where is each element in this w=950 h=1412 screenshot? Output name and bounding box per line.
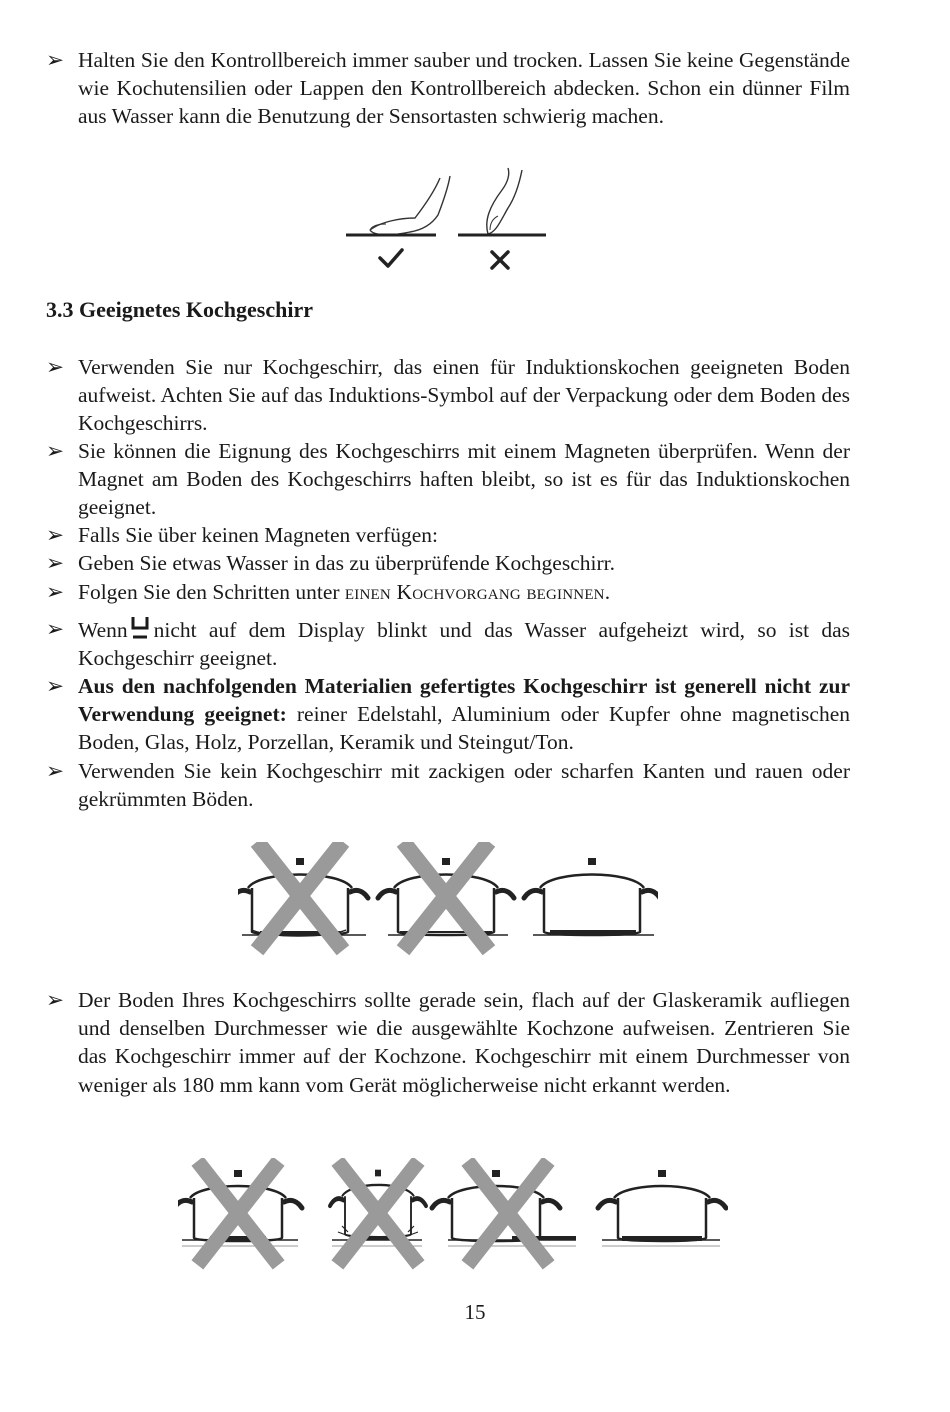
- cookware-illustration-1: [238, 842, 658, 967]
- bullet-text-prefix: Folgen Sie den Schritten unter: [78, 580, 345, 604]
- cross-mark-icon: [202, 1167, 274, 1259]
- bullet-text-suffix: reiner Edelstahl, Aluminium oder Kupfer ohne magnetischen Boden, Glas, Holz, Porzellan, Keramik und Steingut/Ton.: [78, 702, 850, 755]
- bullet-marker: ➢: [46, 551, 65, 575]
- bullet-text: [78, 578, 850, 606]
- bullet-marker: ➢: [46, 355, 65, 379]
- bullet-text: Verwenden Sie nur Kochgeschirr, das einen für Induktionskochen geeigneten Boden aufweist. Achten Sie auf das Induktions-Symbol auf der Verpackung oder dem Boden des Kochgeschirrs.: [78, 355, 850, 436]
- bullet-marker: ➢: [46, 988, 65, 1012]
- list-item: [46, 986, 850, 1099]
- touch-illustration: [340, 160, 560, 280]
- list-item: [46, 757, 850, 813]
- bullet-marker: ➢: [46, 48, 65, 72]
- list-item: [46, 353, 850, 438]
- bullet-text: [78, 615, 850, 672]
- bullet-marker: ➢: [46, 523, 65, 547]
- bullet-text: Falls Sie über keinen Magneten verfügen:: [78, 523, 439, 547]
- list-item: [46, 578, 850, 606]
- display-u-symbol-icon: [130, 615, 150, 641]
- pot-icon: [524, 858, 658, 935]
- cross-mark-icon: [342, 1167, 414, 1259]
- bullet-text: Der Boden Ihres Kochgeschirrs sollte gerade sein, flach auf der Glaskeramik aufliegen und denselben Durchmesser wie die ausgewählte Kochzone aufweisen. Zentrieren Sie das Kochgeschirr immer auf der Kochzone. Kochgeschirr mit einem Durchmesser von weniger als 180 mm kann vom Gerät möglicherweise nicht erkannt werden.: [78, 988, 850, 1097]
- bullet-text: Sie können die Eignung des Kochgeschirrs mit einem Magneten überprüfen. Wenn der Magnet am Boden des Kochgeschirrs haften bleibt, so ist es für das Induktionskochen geeignet.: [78, 439, 850, 520]
- bullet-text-prefix: Wenn: [78, 618, 128, 642]
- list-item: [46, 615, 850, 672]
- bullet-text-suffix: .: [604, 580, 611, 604]
- cookware-illustration-2: [178, 1158, 728, 1273]
- bullet-text: Verwenden Sie kein Kochgeschirr mit zackigen oder scharfen Kanten und rauen oder gekrümmten Böden.: [78, 759, 850, 812]
- list-item: [46, 672, 850, 757]
- pot-icon: [598, 1170, 726, 1241]
- cross-mark-icon: [472, 1167, 544, 1259]
- list-item: [46, 46, 850, 131]
- bullet-marker: ➢: [46, 759, 65, 783]
- finger-flat-check-icon: [346, 176, 450, 266]
- list-item: [46, 437, 850, 522]
- bullet-text: Halten Sie den Kontrollbereich immer sauber und trocken. Lassen Sie keine Gegenstände wie Kochutensilien oder Lappen den Kontrollbereich abdecken. Schon ein dünner Film aus Wasser kann die Benutzung der Sensortasten schwierig machen.: [78, 48, 850, 129]
- bullet-marker: ➢: [46, 580, 65, 604]
- list-item: [46, 549, 850, 577]
- section-heading: 3.3 Geeignetes Kochgeschirr: [46, 297, 313, 322]
- bullet-text: Geben Sie etwas Wasser in das zu überprüfende Kochgeschirr.: [78, 551, 615, 575]
- bullet-text: [78, 672, 850, 757]
- list-item: [46, 521, 850, 549]
- finger-tip-cross-icon: [458, 168, 546, 268]
- page-number: 15: [464, 1300, 486, 1324]
- bullet-marker: ➢: [46, 674, 65, 698]
- section-reference: einen Kochvorgang beginnen: [344, 580, 605, 604]
- bullet-text-bold: Aus den nachfolgenden Materialien gefertigtes Kochgeschirr ist generell nicht zur Verwendung geeignet:: [78, 674, 850, 727]
- bullet-marker: ➢: [46, 439, 65, 463]
- bullet-marker: ➢: [46, 617, 65, 641]
- bullet-text-suffix: nicht auf dem Display blinkt und das Wasser aufgeheizt wird, so ist das Kochgeschirr geeignet.: [78, 618, 850, 671]
